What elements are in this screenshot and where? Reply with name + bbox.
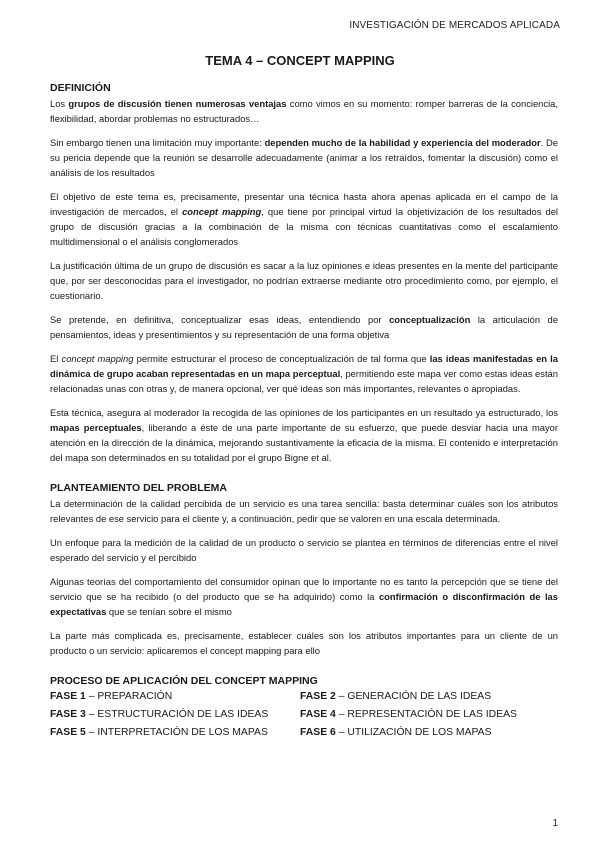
section-planteamiento (50, 482, 558, 658)
page-title: TEMA 4 – CONCEPT MAPPING (205, 53, 395, 68)
page-number: 1 (552, 818, 558, 829)
section-heading-definicion: DEFINICIÓN (50, 82, 111, 94)
paragraph: Un enfoque para la medición de la calidad de un producto o servicio se plantea en términos de diferencias entre el nivel esperado del servicio y el percibido (50, 537, 558, 563)
phase-item: FASE 4 – REPRESENTACIÓN DE LAS IDEAS (300, 709, 517, 720)
section-definicion (50, 82, 558, 465)
paragraph: Se pretende, en definitiva, conceptualizar esas ideas, entendiendo por conceptualización la articulación de pensamientos, ideas y presentimientos y su representación de una forma objetiva (50, 314, 558, 340)
phase-item: FASE 6 – UTILIZACIÓN DE LOS MAPAS (300, 727, 492, 738)
phase-item: FASE 5 – INTERPRETACIÓN DE LOS MAPAS (50, 727, 268, 738)
document-body (50, 82, 558, 741)
paragraph: Los grupos de discusión tienen numerosas ventajas como vimos en su momento: romper barreras de la conciencia, flexibilidad, abordar problemas no estructurados… (50, 98, 558, 124)
section-heading-planteamiento: PLANTEAMIENTO DEL PROBLEMA (50, 482, 227, 494)
phase-list (50, 689, 558, 741)
phase-item: FASE 3 – ESTRUCTURACIÓN DE LAS IDEAS (50, 709, 269, 720)
phase-item: FASE 2 – GENERACIÓN DE LAS IDEAS (300, 691, 492, 702)
paragraph: El concept mapping permite estructurar el proceso de conceptualización de tal forma que las ideas manifestadas en la dinámica de grupo acaban representadas en un mapa perceptual, permitiendo este mapa ver como estas ideas están relacionadas unas con otras y, de manera opcional, ver qué ideas son más importantes, relevantes o apropiadas. (50, 353, 559, 394)
section-heading-proceso: PROCESO DE APLICACIÓN DEL CONCEPT MAPPING (50, 675, 318, 687)
paragraph: La parte más complicada es, precisamente, establecer cuáles son los atributos importantes para un cliente de un producto o un servicio: aplicaremos el concept mapping para ello (50, 630, 558, 656)
paragraph: La justificación última de un grupo de discusión es sacar a la luz opiniones e ideas presentes en la mente del participante que, por ser desconocidas para el investigador, no podrían extraerse mediante otro procedimiento como, por ejemplo, el cuestionario. (50, 260, 558, 301)
phase-item: FASE 1 – PREPARACIÓN (50, 691, 173, 702)
running-header: INVESTIGACIÓN DE MERCADOS APLICADA (349, 20, 560, 31)
paragraph: El objetivo de este tema es, precisamente, presentar una técnica hasta ahora apenas aplicada en el campo de la investigación de mercados, el concept mapping, que tiene por principal virtud la objetivización de los resultados del grupo de discusión gracias a la combinación de la misma con técnicas cuantitativas como el escalamiento multidimensional o el análisis conglomerados (50, 191, 559, 247)
paragraph: La determinación de la calidad percibida de un servicio es una tarea sencilla: basta determinar cuáles son los atributos relevantes de ese servicio para el cliente y, a continuación, pedir que se valoren en una escala determinada. (50, 498, 558, 524)
section-proceso (50, 675, 558, 741)
paragraph: Esta técnica, asegura al moderador la recogida de las opiniones de los participantes en un resultado ya estructurado, los mapas perceptuales, liberando a éste de una parte importante de su esfuerzo, que puede desviar hacia una mayor atención en la dirección de la dinámica, mejorando sustantivamente la eficacia de la misma. El contenido e interpretación del mapa son determinados en su totalidad por el grupo Bigne et al. (50, 407, 558, 463)
paragraph: Sin embargo tienen una limitación muy importante: dependen mucho de la habilidad y experiencia del moderador. De su pericia depende que la reunión se desarrolle adecuadamente (animar a los retraídos, fomentar la discusión) como el análisis de los resultados (50, 137, 558, 178)
paragraph: Algunas teorías del comportamiento del consumidor opinan que lo importante no es tanto la percepción que se tiene del servicio que se ha recibido (o del producto que se ha adquirido) como la confirmación o disconfirmación de las expectativas que se tenían sobre el mismo (50, 576, 558, 617)
